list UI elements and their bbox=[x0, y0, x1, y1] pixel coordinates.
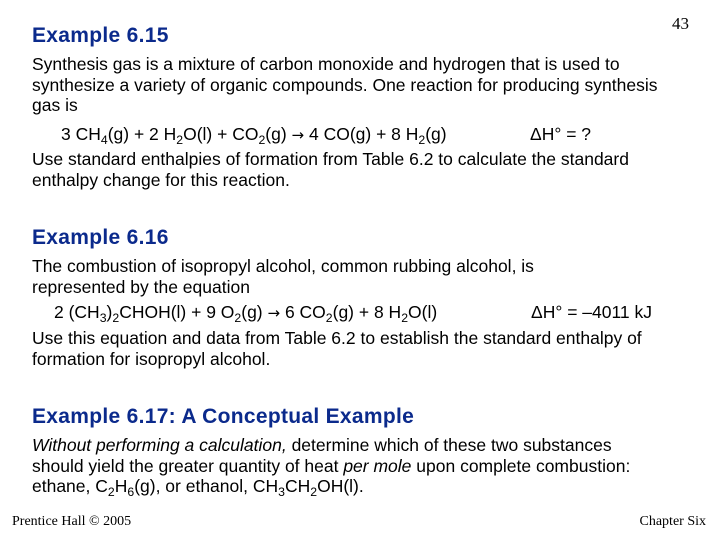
example-6-16-intro: The combustion of isopropyl alcohol, common rubbing alcohol, is represented by the equation bbox=[32, 256, 534, 297]
example-6-15-intro: Synthesis gas is a mixture of carbon monoxide and hydrogen that is used to synthesize a variety of organic compounds. One reaction for producing synthesis gas is bbox=[32, 54, 658, 115]
arrow-right-icon: → bbox=[267, 304, 281, 322]
example-6-15-equation: 3 $CH_4(g) + 2$ $H_2O(l) + CO_2(g) \to 4$ CO(g) + 8 $H_2(g)$ bbox=[61, 124, 447, 147]
example-6-15-heading: Example 6.15 bbox=[32, 24, 169, 47]
example-6-15-question: Use standard enthalpies of formation from Table 6.2 to calculate the standard enthalpy change for this reaction. bbox=[32, 149, 629, 190]
example-6-16-question: Use this equation and data from Table 6.2 to establish the standard enthalpy of formation for isopropyl alcohol. bbox=[32, 328, 642, 369]
example-6-15-delta-h: ΔH° = ? bbox=[530, 124, 592, 144]
example-6-17-heading: Example 6.17: A Conceptual Example bbox=[32, 405, 415, 428]
example-6-16-equation: 2 $(CH_3)_2CHOH(l) + 9$ $O_2(g) \to 6$ $CO_2(g) + 8$ $H_2O(l)$ bbox=[54, 302, 438, 325]
footer-publisher: Prentice Hall © 2005 bbox=[12, 514, 132, 529]
footer-chapter: Chapter Six bbox=[639, 514, 706, 529]
example-6-17-text: Without performing a calculation, determine which of these two substances should yield the greater quantity of heat per mole upon complete combustion: ethane, $C_2H_6(g)$, or ethanol, $CH_3CH_2OH(l)$. bbox=[32, 435, 631, 499]
example-6-16-heading: Example 6.16 bbox=[32, 226, 169, 249]
page-number: 43 bbox=[672, 14, 689, 33]
arrow-right-icon: → bbox=[291, 126, 305, 144]
example-6-16-delta-h: ΔH° = –4011 kJ bbox=[531, 302, 652, 322]
